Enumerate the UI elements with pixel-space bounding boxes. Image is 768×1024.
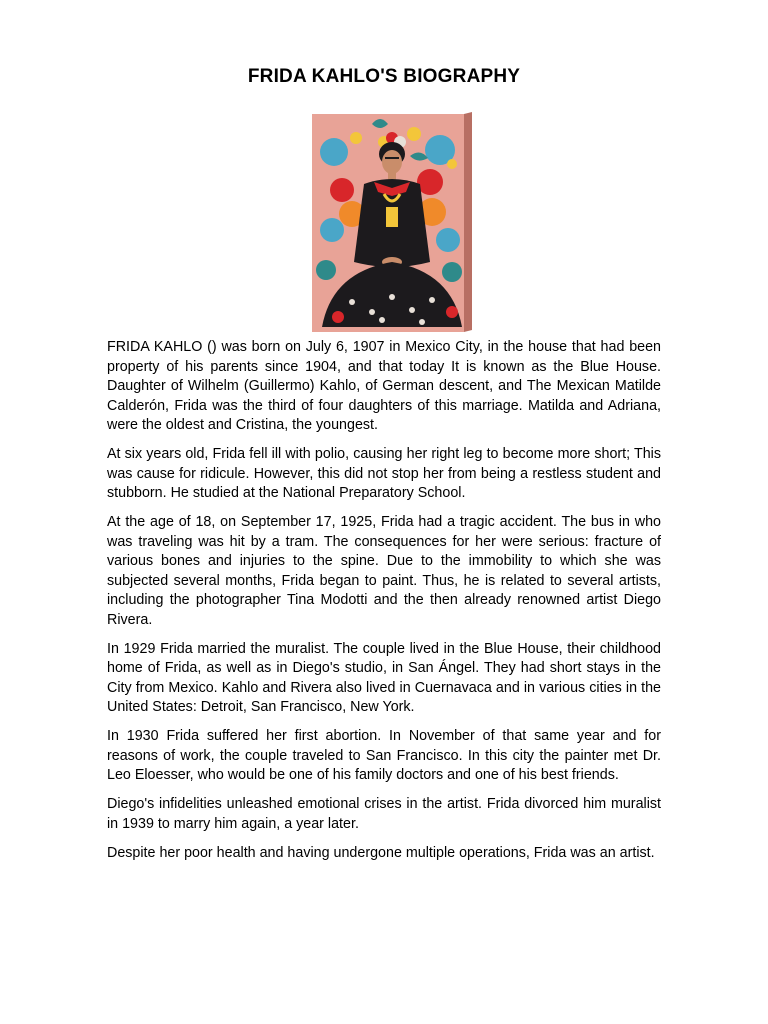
document-title: FRIDA KAHLO'S BIOGRAPHY <box>247 66 521 87</box>
paragraph-polio: At six years old, Frida fell ill with polio, causing her right leg to become more short; This was cause for ridicule. However, this did not stop her from being a restless student and stubborn. He studied at the National Preparatory School. <box>107 446 661 501</box>
biography-body <box>107 338 661 873</box>
paragraph-1930: In 1930 Frida suffered her first abortion. In November of that same year and for reasons of work, the couple traveled to San Francisco. In this city the painter met Dr. Leo Eloesser, who would be one of his family doctors and one of his best friends. <box>107 728 661 783</box>
paragraph-health: Despite her poor health and having undergone multiple operations, Frida was an artist. <box>107 844 655 861</box>
frida-portrait-image <box>312 112 472 332</box>
paragraph-accident: At the age of 18, on September 17, 1925, Frida had a tragic accident. The bus in who was traveling was hit by a tram. The consequences for her were serious: fracture of various bones and injuries to the spine. Due to the immobility to which she was subjected several months, Frida began to paint. Thus, he is related to several artists, including the photographer Tina Modotti and the then already renowned artist Diego Rivera. <box>107 514 661 628</box>
paragraph-divorce: Diego's infidelities unleashed emotional crises in the artist. Frida divorced him muralist in 1939 to marry him again, a year later. <box>107 796 661 832</box>
frida-portrait-icon <box>312 112 472 332</box>
paragraph-marriage: In 1929 Frida married the muralist. The couple lived in the Blue House, their childhood home of Frida, as well as in Diego's studio, in San Ángel. They had short stays in the City from Mexico. Kahlo and Rivera also lived in Cuernavaca and in various cities in the United States: Detroit, San Francisco, New York. <box>107 640 661 715</box>
paragraph-birth: FRIDA KAHLO () was born on July 6, 1907 in Mexico City, in the house that had been property of his parents since 1904, and that today It is known as the Blue House. Daughter of Wilhelm (Guillermo) Kahlo, of German descent, and The Mexican Matilde Calderón, Frida was the third of four daughters of this marriage. Matilda and Adriana, were the oldest and Cristina, the youngest. <box>107 339 661 433</box>
